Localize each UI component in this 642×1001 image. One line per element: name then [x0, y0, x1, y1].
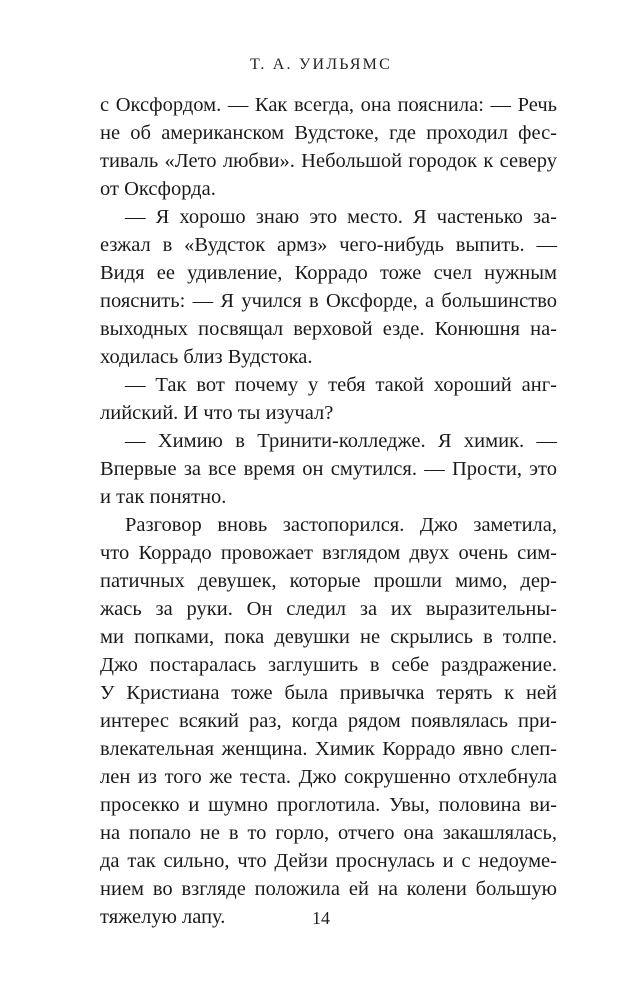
text-line: тиваль «Лето любви». Небольшой городок к северу [100, 150, 557, 172]
text-line: лен из того же теста. Джо сокрушенно отхлебнула [100, 766, 557, 788]
text-line: — Химию в Тринити-колледже. Я химик. — [125, 430, 557, 452]
text-line: патичных девушек, которые прошли мимо, дер- [100, 570, 557, 592]
text-line: ходилась близ Вудстока. [100, 346, 313, 368]
text-line: да так сильно, что Дейзи проснулась и с недоуме- [100, 850, 557, 872]
text-line: — Я хорошо знаю это место. Я частенько за- [125, 206, 557, 228]
text-line: интерес всякий раз, когда рядом появлялась при- [100, 710, 557, 732]
text-line: просекко и шумно проглотила. Увы, половина ви- [100, 794, 557, 816]
text-line: тяжелую лапу. [100, 906, 226, 928]
text-line: У Кристиана тоже была привычка терять к ней [100, 682, 557, 704]
text-line: и так понятно. [100, 486, 227, 508]
text-line: нием во взгляде положила ей на колени большую [100, 878, 557, 900]
page-number: 14 [312, 908, 330, 928]
text-line: на попало не в то горло, отчего она закашлялась, [100, 822, 557, 844]
text-line: Разговор вновь застопорился. Джо заметила, [125, 514, 557, 536]
body-text [100, 91, 557, 931]
text-line: — Так вот почему у тебя такой хороший анг- [125, 374, 557, 396]
text-line: Джо постаралась заглушить в себе раздражение. [100, 654, 557, 676]
text-line: выходных посвящал верховой езде. Конюшня на- [100, 318, 557, 340]
running-head: Т. А. УИЛЬЯМС [250, 56, 392, 73]
text-line: ми попками, пока девушки не скрылись в толпе. [100, 626, 557, 648]
text-line: от Оксфорда. [100, 178, 216, 200]
text-line: Впервые за все время он смутился. — Прости, это [100, 458, 557, 480]
text-line: Видя ее удивление, Коррадо тоже счел нужным [100, 262, 557, 284]
text-line: жась за руки. Он следил за их выразительны- [100, 598, 557, 620]
text-line: не об американском Вудстоке, где проходил фес- [100, 122, 557, 144]
text-line: что Коррадо провожает взглядом двух очень сим- [100, 542, 557, 564]
text-line: влекательная женщина. Химик Коррадо явно слеп- [100, 738, 557, 760]
text-line: езжал в «Вудсток армз» чего-нибудь выпить. — [100, 234, 557, 256]
text-line: пояснить: — Я учился в Оксфорде, а большинство [100, 290, 557, 312]
text-line: с Оксфордом. — Как всегда, она пояснила: — Речь [100, 94, 557, 116]
text-line: лийский. И что ты изучал? [100, 402, 334, 424]
